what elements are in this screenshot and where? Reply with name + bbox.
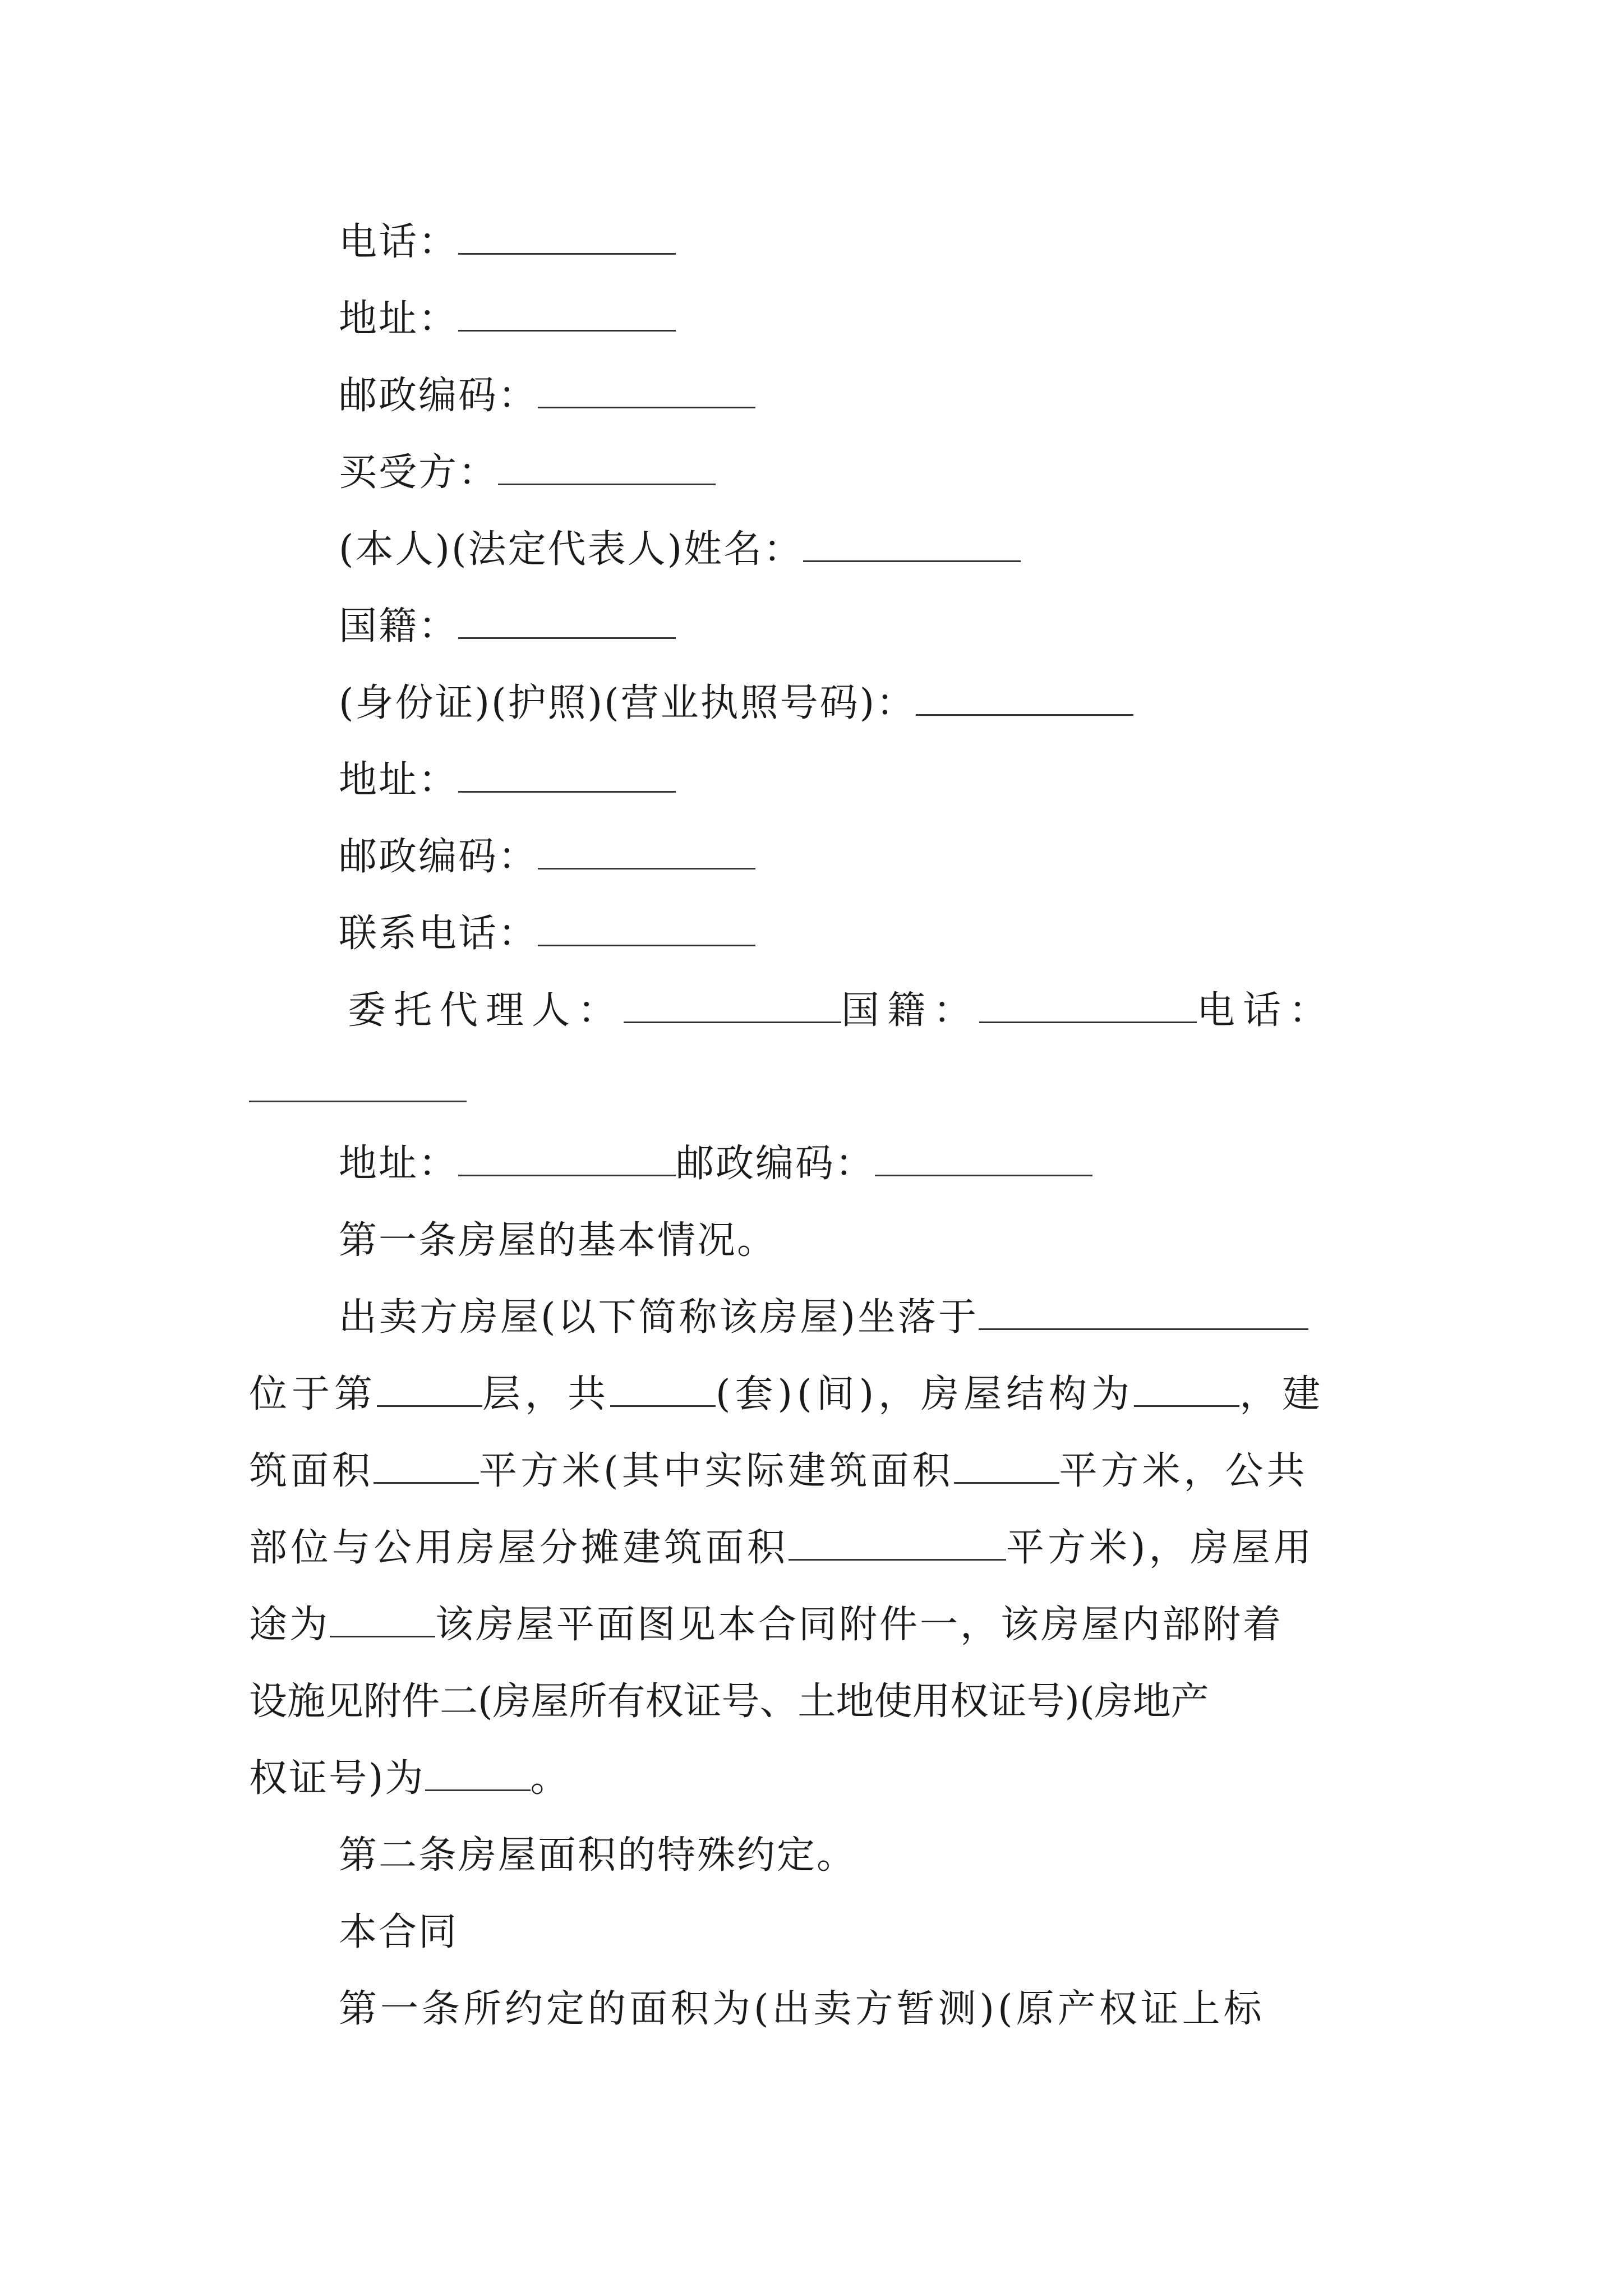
article1-l3c: 平方米，公共 <box>1059 1449 1308 1493</box>
buyer-address-label: 地址： <box>339 758 459 802</box>
floor-blank <box>377 1378 482 1407</box>
buyer-nationality-blank <box>458 610 676 639</box>
buyer-nationality-label: 国籍： <box>339 604 459 648</box>
article1-l2d: ，建 <box>1239 1372 1325 1416</box>
seller-address-blank <box>458 303 676 332</box>
article1-line-3 <box>249 1449 1308 1494</box>
article1-line-4 <box>249 1526 1315 1571</box>
buyer-address-line <box>339 758 676 803</box>
seller-postcode-blank <box>538 380 755 408</box>
buyer-contact-phone-line <box>339 912 755 956</box>
article1-line-1 <box>339 1295 1308 1340</box>
structure-blank <box>1134 1378 1239 1407</box>
article1-line-7 <box>249 1756 570 1801</box>
buyer-contact-phone-blank <box>538 918 755 946</box>
article1-line-5 <box>249 1603 1283 1648</box>
buyer-id-blank <box>916 687 1133 716</box>
article1-title: 第一条房屋的基本情况。 <box>339 1218 777 1263</box>
article2-line-1: 本合同 <box>339 1910 459 1954</box>
actual-area-blank <box>954 1455 1059 1484</box>
seller-phone-label: 电话： <box>339 220 459 264</box>
buyer-nationality-line <box>339 604 676 649</box>
article1-l5a: 途为 <box>249 1603 330 1647</box>
certificate-blank <box>425 1763 531 1791</box>
seller-postcode-label: 邮政编码： <box>339 374 538 418</box>
agent-blank <box>624 995 841 1023</box>
buyer-postcode-label: 邮政编码： <box>339 835 538 879</box>
agent-phone-label: 电话： <box>1197 988 1335 1033</box>
agent-nationality-label: 国籍： <box>841 988 980 1033</box>
agent-phone-blank <box>249 1101 467 1102</box>
buyer-label: 买受方： <box>339 450 499 495</box>
seller-phone-blank <box>458 226 676 255</box>
buyer-blank <box>498 457 716 485</box>
article1-line-2 <box>249 1372 1325 1417</box>
article1-l3a: 筑面积 <box>249 1449 374 1493</box>
article1-l3b: 平方米(其中实际建筑面积 <box>479 1449 954 1493</box>
agent-address-line <box>339 1142 1092 1186</box>
agent-line <box>348 988 1335 1033</box>
article1-l4a: 部位与公用房屋分摊建筑面积 <box>249 1526 789 1570</box>
article2-title: 第二条房屋面积的特殊约定。 <box>339 1833 857 1878</box>
buyer-id-line <box>339 681 1133 726</box>
area-blank <box>374 1455 479 1484</box>
units-blank <box>610 1378 716 1407</box>
location-blank <box>979 1301 1308 1330</box>
article2-line-2: 第一条所约定的面积为(出卖方暂测)(原产权证上标 <box>339 1987 1265 2031</box>
buyer-name-line <box>339 527 1021 572</box>
buyer-contact-phone-label: 联系电话： <box>339 912 538 956</box>
article1-l7a: 权证号)为 <box>249 1756 425 1801</box>
agent-nationality-blank <box>979 995 1197 1023</box>
agent-postcode-blank <box>875 1148 1092 1176</box>
shared-area-blank <box>789 1532 1006 1561</box>
buyer-address-blank <box>458 764 676 793</box>
article1-l4b: 平方米)，房屋用 <box>1006 1526 1315 1570</box>
seller-address-label: 地址： <box>339 297 459 341</box>
seller-postcode-line <box>339 374 755 418</box>
article1-l2b: 层，共 <box>482 1372 611 1416</box>
buyer-line <box>339 450 716 495</box>
article1-line-6: 设施见附件二(房屋所有权证号、土地使用权证号)(房地产 <box>249 1680 1209 1724</box>
agent-postcode-label: 邮政编码： <box>676 1142 875 1186</box>
article1-l2a: 位于第 <box>249 1372 377 1416</box>
buyer-postcode-blank <box>538 841 755 869</box>
article1-l7b: 。 <box>530 1756 570 1801</box>
agent-label: 委托代理人： <box>348 988 624 1033</box>
agent-address-blank <box>458 1148 676 1176</box>
agent-address-label: 地址： <box>339 1142 459 1186</box>
article1-l2c: (套)(间)，房屋结构为 <box>716 1372 1135 1416</box>
buyer-postcode-line <box>339 835 755 880</box>
buyer-name-label: (本人)(法定代表人)姓名： <box>339 527 804 572</box>
buyer-name-blank <box>803 533 1021 562</box>
seller-address-line <box>339 297 676 342</box>
article1-l1-text: 出卖方房屋(以下简称该房屋)坐落于 <box>339 1295 979 1340</box>
usage-blank <box>330 1609 435 1637</box>
article1-l5b: 该房屋平面图见本合同附件一，该房屋内部附着 <box>435 1603 1284 1647</box>
buyer-id-label: (身份证)(护照)(营业执照号码)： <box>339 681 916 725</box>
seller-phone-line <box>339 220 676 265</box>
